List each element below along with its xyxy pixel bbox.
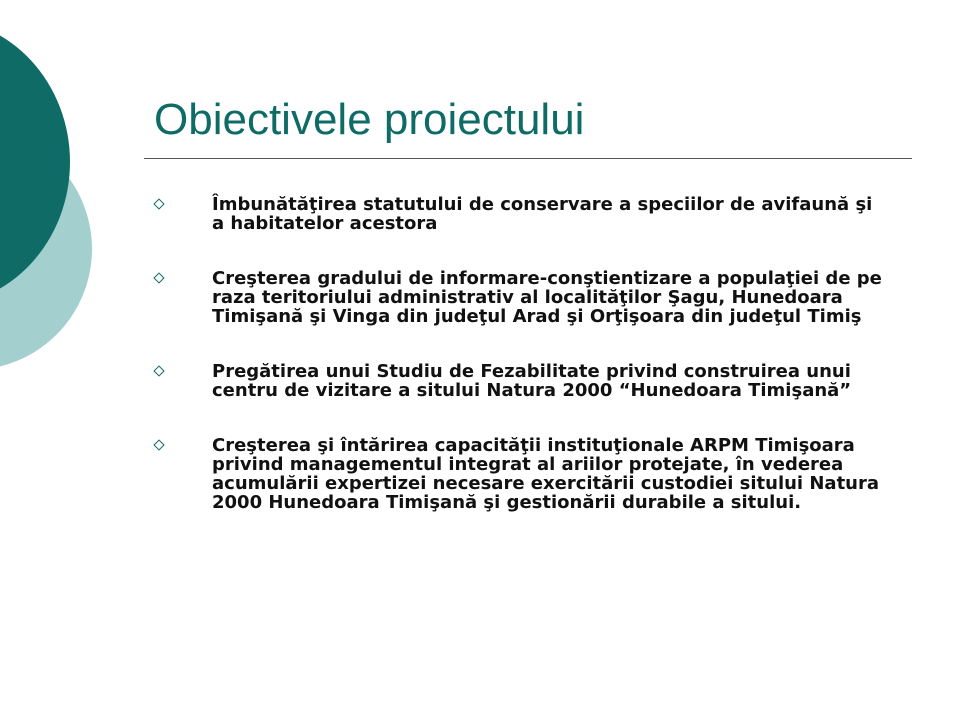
diamond-outline-icon: [153, 272, 164, 283]
list-item: [150, 269, 890, 326]
list-item: [150, 362, 890, 400]
diamond-outline-icon: [153, 365, 164, 376]
bullet-text: Îmbunătăţirea statutului de conservare a speciilor de avifaună şi a habitatelor acestora: [212, 194, 873, 234]
bullet-text: Creşterea gradului de informare-conştientizare a populaţiei de pe raza teritoriului administrativ al localităţilor Şagu, Hunedoara Timişană şi Vinga din judeţul Arad şi Orţişoara din judeţul Timiş: [212, 268, 882, 327]
bullet-text: Pregătirea unui Studiu de Fezabilitate privind construirea unui centru de vizitare a sitului Natura 2000 “Hunedoara Timişană”: [212, 361, 852, 401]
bullet-text: Creşterea şi întărirea capacităţii instituţionale ARPM Timişoara privind managementul integrat al ariilor protejate, în vederea acumulării expertizei necesare exercitării custodiei sitului Natura 2000 Hunedoara Timişană şi gestionării durabile a sitului.: [212, 435, 880, 513]
diamond-outline-icon: [153, 198, 164, 209]
objectives-list: [150, 195, 890, 548]
diamond-outline-icon: [153, 439, 164, 450]
list-item: [150, 436, 890, 512]
slide-title: Obiectivele proiectului: [154, 95, 585, 144]
title-divider: [144, 158, 912, 159]
list-item: [150, 195, 890, 233]
